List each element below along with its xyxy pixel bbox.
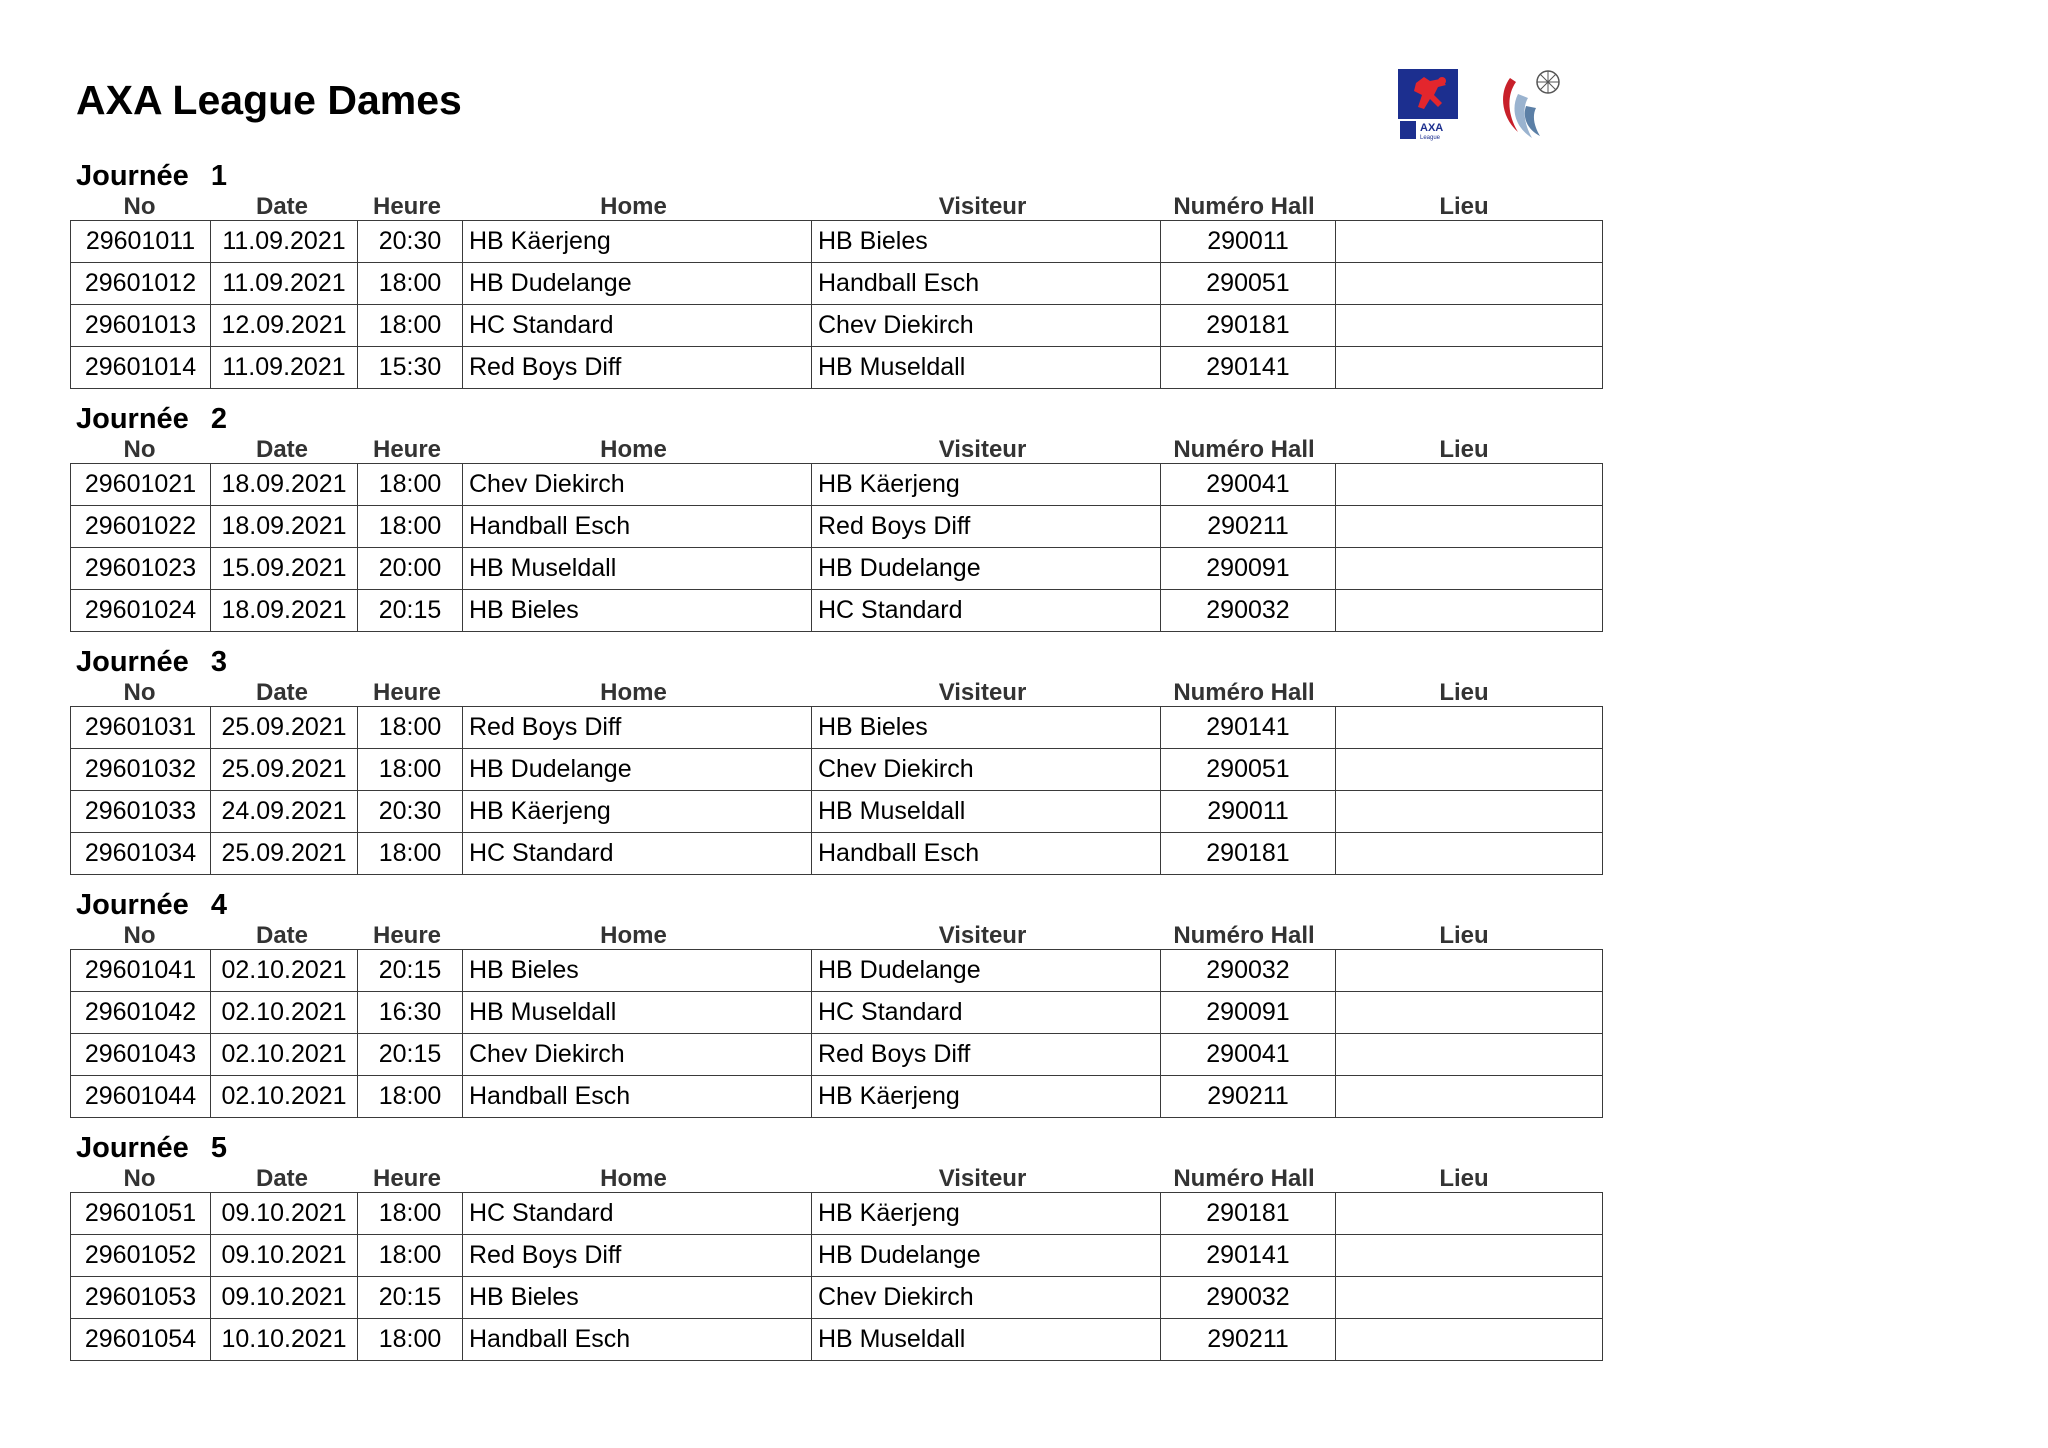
page-title: AXA League Dames (76, 77, 462, 123)
table-row (71, 548, 1603, 590)
match-time-cell: 18:00 (358, 464, 463, 506)
match-date-cell: 25.09.2021 (211, 707, 358, 749)
match-time-cell: 18:00 (358, 833, 463, 875)
match-date-cell: 02.10.2021 (211, 992, 358, 1034)
match-number-cell: 29601024 (71, 590, 211, 632)
match-number-cell: 29601014 (71, 347, 211, 389)
home-team-cell: HB Bieles (463, 590, 812, 632)
home-team-cell: HB Dudelange (463, 749, 812, 791)
round-title (70, 158, 1600, 194)
venue-cell (1336, 1319, 1603, 1361)
axa-logo-subtext: League (1420, 135, 1441, 141)
match-time-cell: 20:15 (358, 1034, 463, 1076)
column-header-row (70, 680, 1600, 706)
column-header-row (70, 194, 1600, 220)
round-title (70, 644, 1600, 680)
match-number-cell: 29601043 (71, 1034, 211, 1076)
table-row (71, 590, 1603, 632)
round-title (70, 1130, 1600, 1166)
round-number: 4 (210, 889, 227, 921)
table-row (71, 305, 1603, 347)
round-number: 1 (210, 160, 227, 192)
venue-cell (1336, 707, 1603, 749)
venue-cell (1336, 1235, 1603, 1277)
match-number-cell: 29601011 (71, 221, 211, 263)
table-row (71, 833, 1603, 875)
match-number-cell: 29601021 (71, 464, 211, 506)
round-label: Journée (76, 1132, 189, 1164)
header-hall: Numéro Hall (1173, 922, 1315, 949)
match-number-cell: 29601044 (71, 1076, 211, 1118)
hall-number-cell: 290011 (1161, 791, 1336, 833)
home-team-cell: HB Käerjeng (463, 791, 812, 833)
match-date-cell: 25.09.2021 (211, 749, 358, 791)
header-date: Date (255, 922, 309, 949)
match-time-cell: 18:00 (358, 1319, 463, 1361)
round-label: Journée (76, 160, 189, 192)
header-visitor: Visiteur (938, 922, 1027, 949)
match-number-cell: 29601031 (71, 707, 211, 749)
match-number-cell: 29601052 (71, 1235, 211, 1277)
visitor-team-cell: HB Museldall (812, 791, 1161, 833)
match-number-cell: 29601032 (71, 749, 211, 791)
match-number-cell: 29601034 (71, 833, 211, 875)
hall-number-cell: 290091 (1161, 548, 1336, 590)
visitor-team-cell: HB Museldall (812, 1319, 1161, 1361)
match-time-cell: 18:00 (358, 506, 463, 548)
venue-cell (1336, 791, 1603, 833)
home-team-cell: Handball Esch (463, 506, 812, 548)
match-date-cell: 10.10.2021 (211, 1319, 358, 1361)
hall-number-cell: 290181 (1161, 305, 1336, 347)
match-time-cell: 20:15 (358, 950, 463, 992)
venue-cell (1336, 1277, 1603, 1319)
visitor-team-cell: Red Boys Diff (812, 1034, 1161, 1076)
match-date-cell: 24.09.2021 (211, 791, 358, 833)
visitor-team-cell: HB Käerjeng (812, 1193, 1161, 1235)
hall-number-cell: 290032 (1161, 950, 1336, 992)
hall-number-cell: 290011 (1161, 221, 1336, 263)
round-title (70, 887, 1600, 923)
matches-table (70, 706, 1603, 875)
venue-cell (1336, 464, 1603, 506)
column-header-row (70, 437, 1600, 463)
header-hall: Numéro Hall (1173, 193, 1315, 220)
table-row (71, 1235, 1603, 1277)
header-date: Date (255, 436, 309, 463)
visitor-team-cell: HC Standard (812, 590, 1161, 632)
header-no: No (123, 436, 156, 463)
match-date-cell: 12.09.2021 (211, 305, 358, 347)
hall-number-cell: 290041 (1161, 464, 1336, 506)
header-time: Heure (372, 922, 442, 949)
venue-cell (1336, 992, 1603, 1034)
round-section (70, 401, 1600, 644)
table-row (71, 263, 1603, 305)
header-time: Heure (372, 193, 442, 220)
table-row (71, 749, 1603, 791)
match-time-cell: 18:00 (358, 1076, 463, 1118)
home-team-cell: Chev Diekirch (463, 1034, 812, 1076)
home-team-cell: HB Bieles (463, 950, 812, 992)
visitor-team-cell: Red Boys Diff (812, 506, 1161, 548)
home-team-cell: HB Museldall (463, 992, 812, 1034)
round-title (70, 401, 1600, 437)
hall-number-cell: 290051 (1161, 263, 1336, 305)
home-team-cell: HC Standard (463, 1193, 812, 1235)
match-number-cell: 29601053 (71, 1277, 211, 1319)
match-number-cell: 29601012 (71, 263, 211, 305)
table-row (71, 1319, 1603, 1361)
header-visitor: Visiteur (938, 436, 1027, 463)
table-row (71, 347, 1603, 389)
match-number-cell: 29601022 (71, 506, 211, 548)
header-no: No (123, 679, 156, 706)
home-team-cell: Red Boys Diff (463, 707, 812, 749)
round-section (70, 644, 1600, 887)
home-team-cell: Chev Diekirch (463, 464, 812, 506)
visitor-team-cell: HB Dudelange (812, 950, 1161, 992)
venue-cell (1336, 305, 1603, 347)
match-time-cell: 18:00 (358, 1193, 463, 1235)
header-home: Home (600, 193, 667, 220)
matches-table (70, 949, 1603, 1118)
home-team-cell: HB Bieles (463, 1277, 812, 1319)
header-venue: Lieu (1439, 922, 1489, 949)
match-date-cell: 11.09.2021 (211, 263, 358, 305)
hall-number-cell: 290211 (1161, 1319, 1336, 1361)
match-number-cell: 29601054 (71, 1319, 211, 1361)
match-date-cell: 18.09.2021 (211, 590, 358, 632)
header-time: Heure (372, 1165, 442, 1192)
hall-number-cell: 290181 (1161, 1193, 1336, 1235)
home-team-cell: Red Boys Diff (463, 1235, 812, 1277)
visitor-team-cell: HB Bieles (812, 221, 1161, 263)
round-number: 2 (210, 403, 227, 435)
hall-number-cell: 290041 (1161, 1034, 1336, 1076)
match-date-cell: 11.09.2021 (211, 221, 358, 263)
hall-number-cell: 290141 (1161, 347, 1336, 389)
visitor-team-cell: Handball Esch (812, 263, 1161, 305)
schedule (70, 158, 1600, 1373)
matches-table (70, 463, 1603, 632)
header-home: Home (600, 679, 667, 706)
header-visitor: Visiteur (938, 679, 1027, 706)
match-number-cell: 29601013 (71, 305, 211, 347)
match-date-cell: 09.10.2021 (211, 1235, 358, 1277)
home-team-cell: Red Boys Diff (463, 347, 812, 389)
home-team-cell: Handball Esch (463, 1076, 812, 1118)
header-no: No (123, 922, 156, 949)
federation-logo (1496, 66, 1566, 142)
table-row (71, 1076, 1603, 1118)
match-time-cell: 20:30 (358, 791, 463, 833)
table-row (71, 992, 1603, 1034)
header-date: Date (255, 193, 309, 220)
venue-cell (1336, 590, 1603, 632)
header-home: Home (600, 436, 667, 463)
hall-number-cell: 290181 (1161, 833, 1336, 875)
visitor-team-cell: HB Museldall (812, 347, 1161, 389)
round-number: 5 (210, 1132, 227, 1164)
home-team-cell: HC Standard (463, 305, 812, 347)
header-hall: Numéro Hall (1173, 1165, 1315, 1192)
table-row (71, 1277, 1603, 1319)
match-time-cell: 18:00 (358, 707, 463, 749)
home-team-cell: HC Standard (463, 833, 812, 875)
visitor-team-cell: HB Dudelange (812, 548, 1161, 590)
venue-cell (1336, 221, 1603, 263)
visitor-team-cell: Chev Diekirch (812, 305, 1161, 347)
table-row (71, 506, 1603, 548)
visitor-team-cell: HB Käerjeng (812, 1076, 1161, 1118)
home-team-cell: HB Dudelange (463, 263, 812, 305)
header-no: No (123, 1165, 156, 1192)
hall-number-cell: 290051 (1161, 749, 1336, 791)
axa-logo-text: AXA (1420, 122, 1444, 134)
visitor-team-cell: HB Käerjeng (812, 464, 1161, 506)
match-time-cell: 20:30 (358, 221, 463, 263)
match-time-cell: 15:30 (358, 347, 463, 389)
visitor-team-cell: Handball Esch (812, 833, 1161, 875)
table-row (71, 707, 1603, 749)
header-hall: Numéro Hall (1173, 436, 1315, 463)
round-section (70, 1130, 1600, 1373)
table-row (71, 950, 1603, 992)
match-time-cell: 20:15 (358, 590, 463, 632)
header-time: Heure (372, 436, 442, 463)
match-date-cell: 09.10.2021 (211, 1193, 358, 1235)
hall-number-cell: 290141 (1161, 707, 1336, 749)
venue-cell (1336, 347, 1603, 389)
visitor-team-cell: HC Standard (812, 992, 1161, 1034)
round-section (70, 158, 1600, 401)
match-date-cell: 02.10.2021 (211, 950, 358, 992)
round-label: Journée (76, 646, 189, 678)
header-home: Home (600, 922, 667, 949)
match-number-cell: 29601041 (71, 950, 211, 992)
hall-number-cell: 290211 (1161, 1076, 1336, 1118)
match-number-cell: 29601023 (71, 548, 211, 590)
match-date-cell: 09.10.2021 (211, 1277, 358, 1319)
match-number-cell: 29601051 (71, 1193, 211, 1235)
table-row (71, 791, 1603, 833)
round-number: 3 (210, 646, 227, 678)
header-visitor: Visiteur (938, 193, 1027, 220)
match-date-cell: 02.10.2021 (211, 1076, 358, 1118)
home-team-cell: HB Museldall (463, 548, 812, 590)
header-venue: Lieu (1439, 1165, 1489, 1192)
match-date-cell: 02.10.2021 (211, 1034, 358, 1076)
round-label: Journée (76, 889, 189, 921)
match-time-cell: 18:00 (358, 263, 463, 305)
hall-number-cell: 290141 (1161, 1235, 1336, 1277)
venue-cell (1336, 263, 1603, 305)
visitor-team-cell: Chev Diekirch (812, 1277, 1161, 1319)
match-number-cell: 29601042 (71, 992, 211, 1034)
matches-table (70, 1192, 1603, 1361)
column-header-row (70, 923, 1600, 949)
match-date-cell: 25.09.2021 (211, 833, 358, 875)
match-date-cell: 11.09.2021 (211, 347, 358, 389)
header-venue: Lieu (1439, 193, 1489, 220)
venue-cell (1336, 548, 1603, 590)
table-row (71, 221, 1603, 263)
venue-cell (1336, 1076, 1603, 1118)
header-no: No (123, 193, 156, 220)
hall-number-cell: 290091 (1161, 992, 1336, 1034)
match-time-cell: 18:00 (358, 305, 463, 347)
hall-number-cell: 290211 (1161, 506, 1336, 548)
venue-cell (1336, 1034, 1603, 1076)
venue-cell (1336, 749, 1603, 791)
header-hall: Numéro Hall (1173, 679, 1315, 706)
match-date-cell: 18.09.2021 (211, 464, 358, 506)
venue-cell (1336, 506, 1603, 548)
home-team-cell: HB Käerjeng (463, 221, 812, 263)
header-visitor: Visiteur (938, 1165, 1027, 1192)
visitor-team-cell: HB Bieles (812, 707, 1161, 749)
match-time-cell: 18:00 (358, 749, 463, 791)
match-time-cell: 20:00 (358, 548, 463, 590)
match-date-cell: 18.09.2021 (211, 506, 358, 548)
round-label: Journée (76, 403, 189, 435)
match-time-cell: 20:15 (358, 1277, 463, 1319)
venue-cell (1336, 1193, 1603, 1235)
match-date-cell: 15.09.2021 (211, 548, 358, 590)
header-home: Home (600, 1165, 667, 1192)
hall-number-cell: 290032 (1161, 590, 1336, 632)
header-time: Heure (372, 679, 442, 706)
column-header-row (70, 1166, 1600, 1192)
home-team-cell: Handball Esch (463, 1319, 812, 1361)
hall-number-cell: 290032 (1161, 1277, 1336, 1319)
visitor-team-cell: Chev Diekirch (812, 749, 1161, 791)
visitor-team-cell: HB Dudelange (812, 1235, 1161, 1277)
table-row (71, 1034, 1603, 1076)
round-section (70, 887, 1600, 1130)
header-date: Date (255, 1165, 309, 1192)
match-time-cell: 16:30 (358, 992, 463, 1034)
table-row (71, 1193, 1603, 1235)
header-date: Date (255, 679, 309, 706)
venue-cell (1336, 950, 1603, 992)
match-number-cell: 29601033 (71, 791, 211, 833)
venue-cell (1336, 833, 1603, 875)
logo-group (1398, 66, 1568, 146)
header-venue: Lieu (1439, 436, 1489, 463)
table-row (71, 464, 1603, 506)
header-venue: Lieu (1439, 679, 1489, 706)
matches-table (70, 220, 1603, 389)
match-time-cell: 18:00 (358, 1235, 463, 1277)
axa-league-logo (1398, 69, 1458, 141)
